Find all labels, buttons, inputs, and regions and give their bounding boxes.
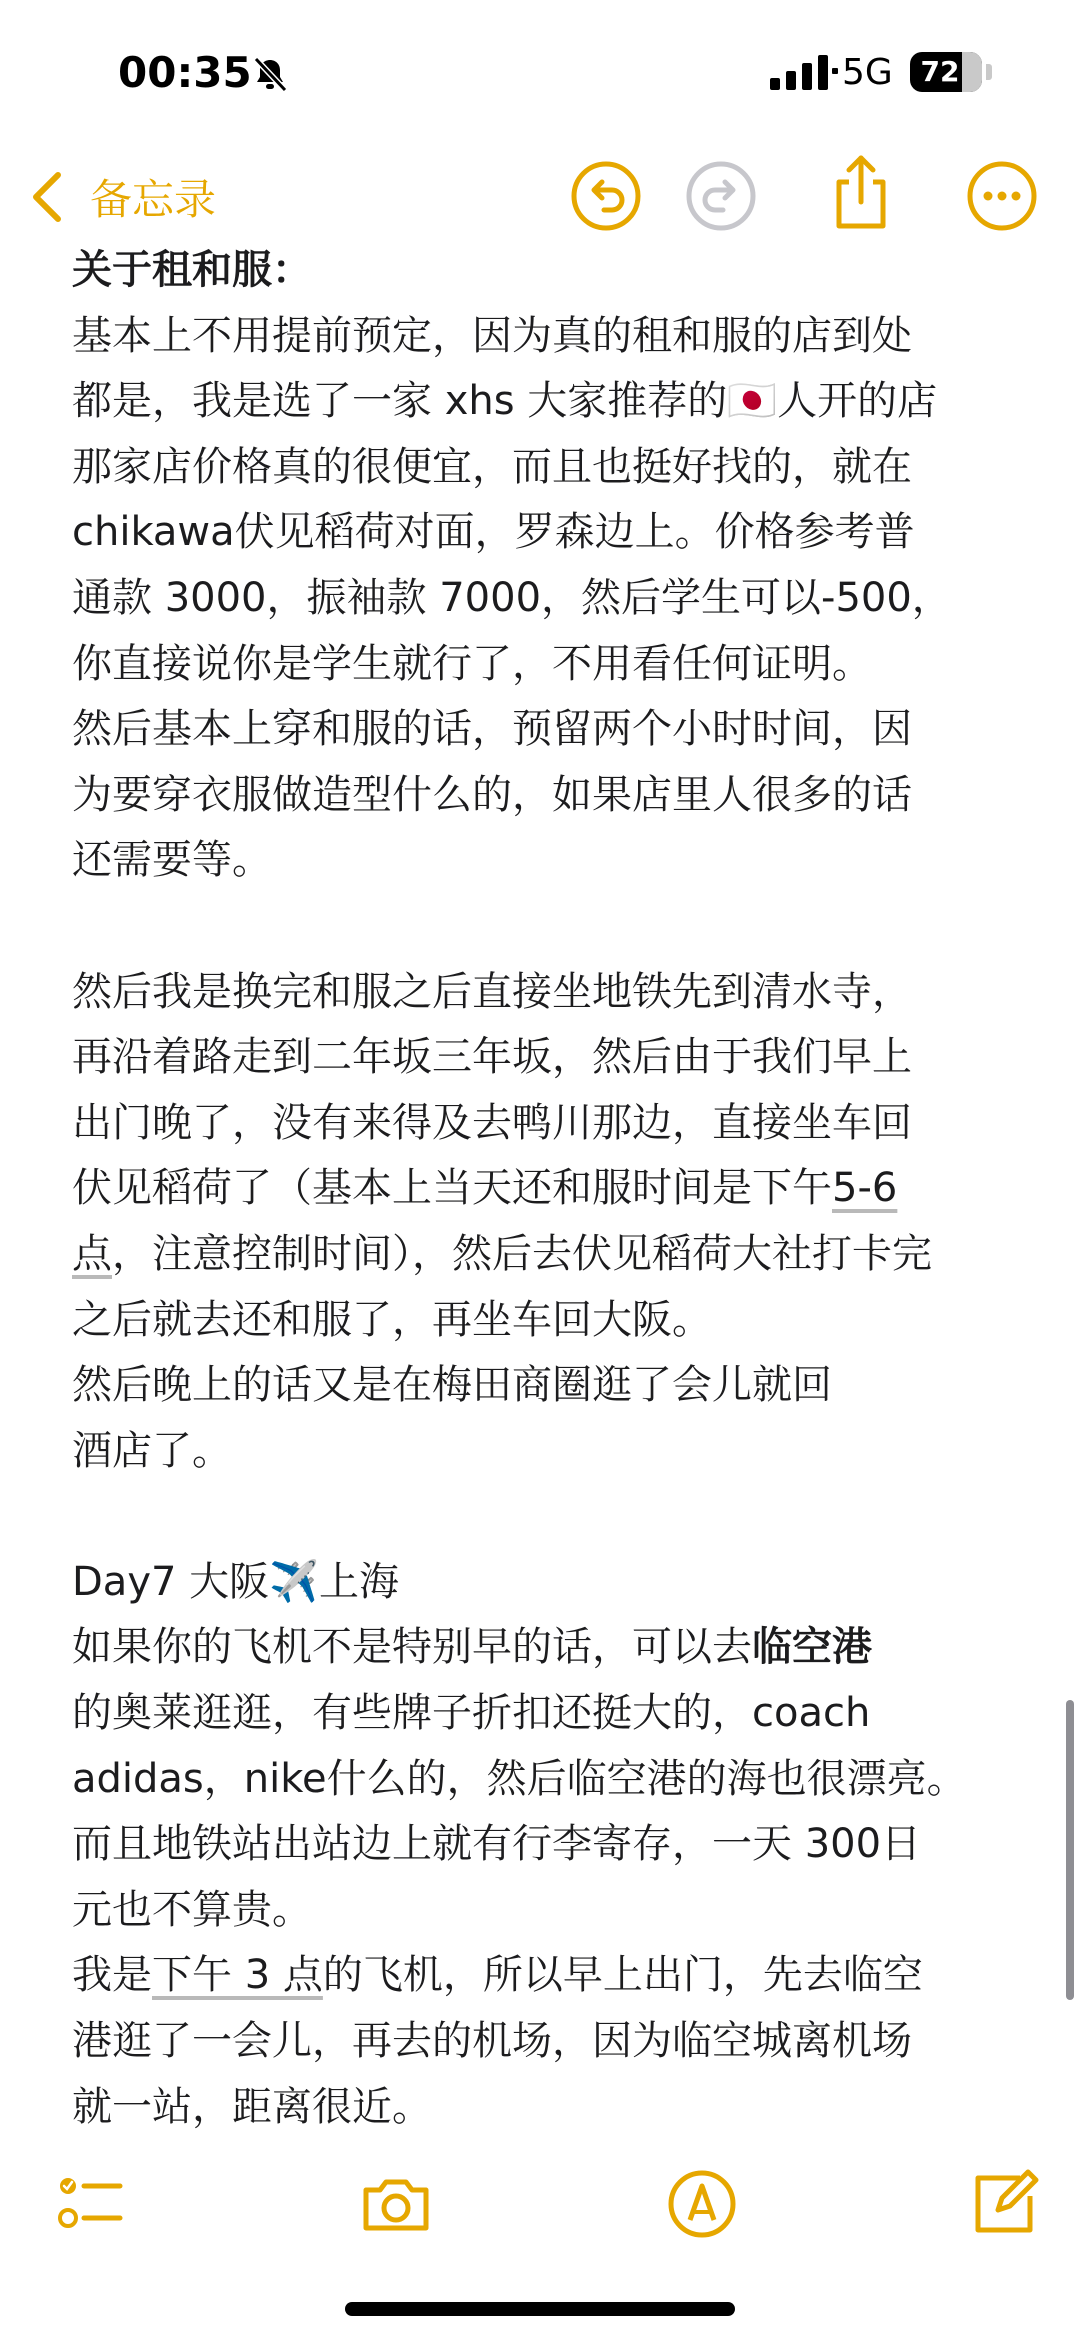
note-line: 都是，我是选了一家 xhs 大家推荐的🇯🇵人开的店 bbox=[72, 378, 938, 425]
note-line: 再沿着路走到二年坂三年坂，然后由于我们早上 bbox=[72, 1034, 912, 1081]
blank-line bbox=[72, 894, 1022, 960]
redo-icon[interactable] bbox=[685, 160, 757, 232]
note-line: 港逛了一会儿，再去的机场，因为临空城离机场 bbox=[72, 2018, 912, 2065]
note-line: 还需要等。 bbox=[72, 837, 272, 884]
bottom-toolbar bbox=[0, 2160, 1080, 2260]
scroll-indicator[interactable] bbox=[1066, 1700, 1074, 2000]
note-line: 的奥莱逛逛，有些牌子折扣还挺大的，coach bbox=[72, 1690, 871, 1737]
share-icon[interactable] bbox=[825, 152, 897, 232]
note-line: 为要穿衣服做造型什么的，如果店里人很多的话 bbox=[72, 771, 912, 818]
note-line: 我是下午 3 点的飞机，所以早上出门，先去临空 bbox=[72, 1952, 923, 1999]
note-line: 元也不算贵。 bbox=[72, 1886, 312, 1933]
network-type: 5G bbox=[842, 52, 893, 93]
compose-icon[interactable] bbox=[968, 2168, 1040, 2240]
checklist-icon[interactable] bbox=[56, 2168, 128, 2240]
status-bar bbox=[0, 0, 1080, 150]
note-line: 通款 3000，振袖款 7000，然后学生可以-500， bbox=[72, 574, 952, 621]
home-indicator[interactable] bbox=[345, 2302, 735, 2316]
day7-title: Day7 大阪✈️上海 bbox=[72, 1558, 399, 1605]
more-icon[interactable] bbox=[966, 160, 1038, 232]
blank-line bbox=[72, 1484, 1022, 1550]
note-line: 基本上不用提前预定，因为真的租和服的店到处 bbox=[72, 312, 912, 359]
note-line: 然后我是换完和服之后直接坐地铁先到清水寺， bbox=[72, 968, 912, 1015]
signal-icon bbox=[768, 52, 840, 92]
status-time: 00:35 bbox=[118, 48, 252, 97]
camera-icon[interactable] bbox=[360, 2168, 432, 2240]
time-link[interactable]: 5-6 bbox=[832, 1165, 898, 1212]
time-link[interactable]: 下午 3 点 bbox=[152, 1952, 323, 1999]
note-heading: 关于租和服： bbox=[72, 247, 312, 293]
note-line: 那家店价格真的很便宜，而且也挺好找的，就在 bbox=[72, 443, 912, 490]
bold-text: 临空港 bbox=[752, 1624, 872, 1671]
note-line: 然后基本上穿和服的话，预留两个小时时间，因 bbox=[72, 706, 912, 753]
chevron-left-icon bbox=[28, 169, 68, 225]
battery-level: 72 bbox=[920, 55, 960, 88]
back-button[interactable] bbox=[28, 162, 216, 232]
note-line: chikawa伏见稻荷对面，罗森边上。价格参考普 bbox=[72, 509, 915, 556]
markup-icon[interactable] bbox=[666, 2168, 738, 2240]
battery-indicator bbox=[910, 52, 982, 92]
note-line: 而且地铁站出站边上就有行李寄存，一天 300日 bbox=[72, 1821, 922, 1868]
bell-slash-icon bbox=[250, 54, 290, 94]
undo-icon[interactable] bbox=[570, 160, 642, 232]
note-line: 如果你的飞机不是特别早的话，可以去临空港 bbox=[72, 1624, 872, 1671]
battery-nub bbox=[986, 64, 992, 80]
note-line: 然后晚上的话又是在梅田商圈逛了会儿就回 bbox=[72, 1362, 832, 1409]
note-line: 出门晚了，没有来得及去鸭川那边，直接坐车回 bbox=[72, 1099, 912, 1146]
time-link[interactable]: 点 bbox=[72, 1230, 112, 1277]
note-body[interactable] bbox=[72, 238, 1022, 2140]
note-line: 点，注意控制时间），然后去伏见稻荷大社打卡完 bbox=[72, 1230, 932, 1277]
note-line: 之后就去还和服了，再坐车回大阪。 bbox=[72, 1296, 712, 1343]
note-line: 酒店了。 bbox=[72, 1427, 232, 1474]
note-line: 伏见稻荷了（基本上当天还和服时间是下午5-6 bbox=[72, 1165, 898, 1212]
back-label: 备忘录 bbox=[90, 175, 217, 224]
note-line: adidas，nike什么的，然后临空港的海也很漂亮。 bbox=[72, 1755, 967, 1802]
note-line: 你直接说你是学生就行了，不用看任何证明。 bbox=[72, 640, 872, 687]
note-line: 就一站，距离很近。 bbox=[72, 2083, 432, 2130]
nav-bar bbox=[0, 150, 1080, 250]
